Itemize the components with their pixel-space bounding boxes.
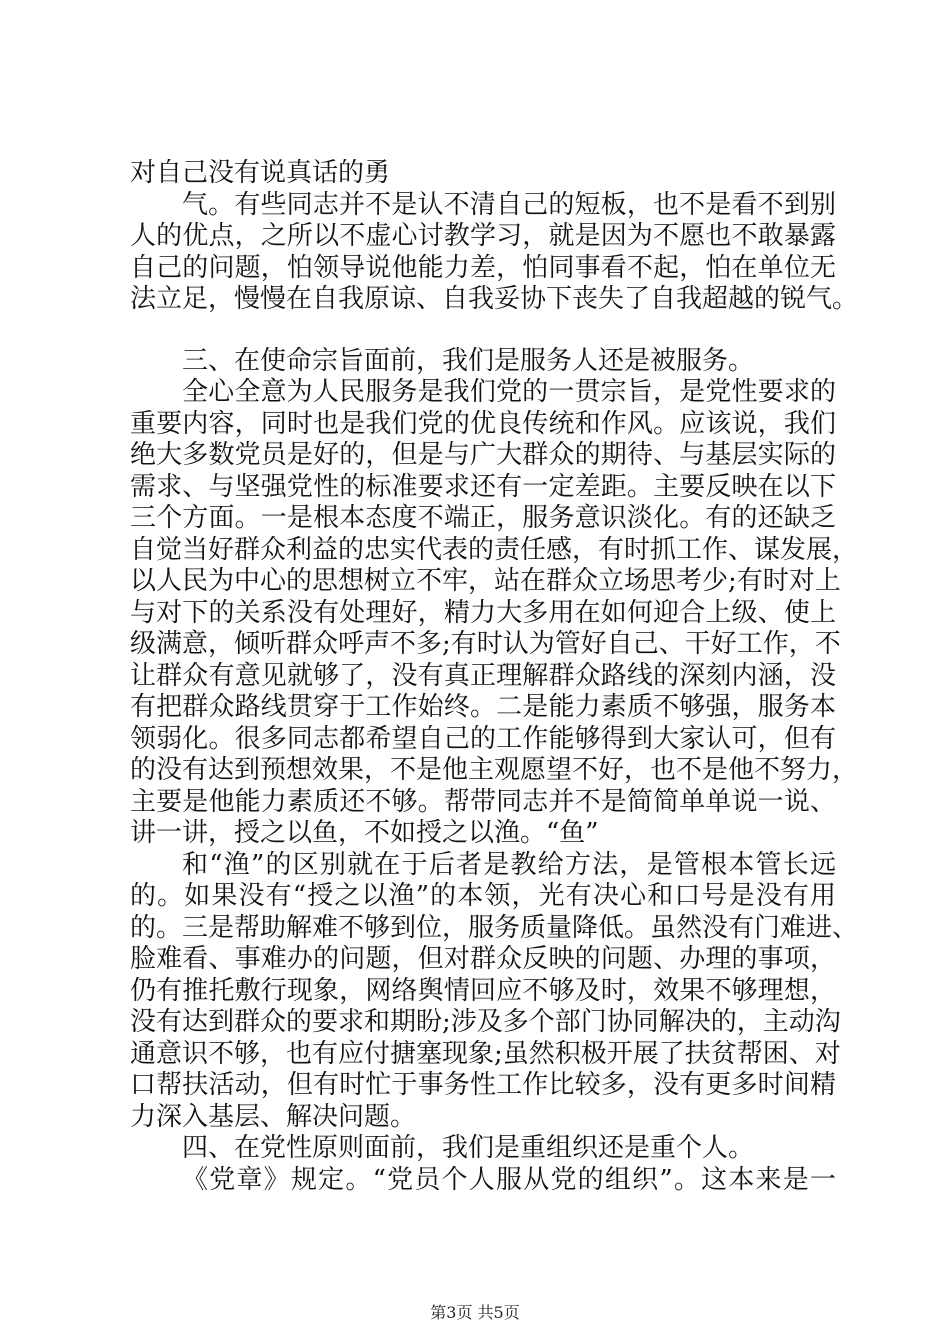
text-line: 三、在使命宗旨面前，我们是服务人还是被服务。 — [182, 345, 755, 376]
text-line: 《党章》规定。“党员个人服从党的组织”。这本来是一 — [182, 1164, 836, 1195]
page-number-label: 第3页 共5页 — [430, 1303, 520, 1322]
text-line: 三个方面。一是根本态度不端正，服务意识淡化。有的还缺乏 — [130, 503, 836, 533]
text-line: 自己的问题，怕领导说他能力差，怕同事看不起，怕在单位无 — [130, 252, 836, 283]
text-line: 自觉当好群众利益的忠实代表的责任感，有时抓工作、谋发展， — [130, 534, 859, 565]
text-line: 仍有推托敷行现象，网络舆情回应不够及时，效果不够理想， — [130, 975, 836, 1006]
paragraph-p2 — [130, 189, 859, 316]
paragraph-p4 — [130, 849, 859, 1134]
paragraph-p1 — [130, 158, 836, 190]
text-line: 重要内容，同时也是我们党的优良传统和作风。应该说，我们 — [130, 408, 836, 439]
document-body — [130, 158, 859, 1196]
text-line: 与对下的关系没有处理好，精力大多用在如何迎合上级、使上 — [130, 597, 836, 628]
text-line: 对自己没有说真话的勇 — [130, 158, 391, 188]
text-line: 四、在党性原则面前，我们是重组织还是重个人。 — [182, 1133, 755, 1163]
text-line: 和“渔”的区别就在于后者是教给方法，是管根本管长远 — [182, 849, 836, 880]
text-line: 通意识不够，也有应付搪塞现象;虽然积极开展了扶贫帮困、对 — [130, 1038, 841, 1069]
text-line: 绝大多数党员是好的，但是与广大群众的期待、与基层实际的 — [130, 440, 836, 470]
text-line: 口帮扶活动，但有时忙于事务性工作比较多，没有更多时间精 — [130, 1070, 836, 1100]
text-line: 脸难看、事难办的问题，但对群众反映的问题、办理的事项， — [130, 944, 836, 974]
text-line: 需求、与坚强党性的标准要求还有一定差距。主要反映在以下 — [130, 471, 836, 502]
text-line: 全心全意为人民服务是我们党的一贯宗旨，是党性要求的 — [182, 377, 836, 407]
text-line: 力深入基层、解决问题。 — [130, 1101, 417, 1132]
text-line: 人的优点，之所以不虚心讨教学习，就是因为不愿也不敢暴露 — [130, 221, 836, 251]
text-line: 以人民为中心的思想树立不牢，站在群众立场思考少;有时对上 — [130, 566, 841, 596]
text-line: 让群众有意见就够了，没有真正理解群众路线的深刻内涵，没 — [130, 660, 836, 691]
text-line: 没有达到群众的要求和期盼;涉及多个部门协同解决的，主动沟 — [130, 1007, 841, 1037]
paragraph-p3 — [130, 377, 859, 850]
text-line: 主要是他能力素质还不够。帮带同志并不是简简单单说一说、 — [130, 786, 836, 817]
text-line: 的。三是帮助解难不够到位，服务质量降低。虽然没有门难进、 — [130, 912, 859, 943]
text-line: 级满意，倾听群众呼声不多;有时认为管好自己、干好工作，不 — [130, 629, 841, 659]
section-heading-4 — [130, 1133, 836, 1165]
text-line: 法立足，慢慢在自我原谅、自我妥协下丧失了自我超越的锐气。 — [130, 284, 859, 314]
paragraph-gap — [130, 316, 836, 346]
text-line: 讲一讲，授之以鱼，不如授之以渔。“鱼” — [130, 818, 599, 848]
page-footer — [0, 1300, 950, 1323]
section-heading-3 — [130, 346, 836, 378]
paragraph-p5 — [130, 1165, 836, 1197]
text-line: 有把群众路线贯穿于工作始终。二是能力素质不够强，服务本 — [130, 692, 836, 722]
text-line: 的。如果没有“授之以渔”的本领，光有决心和口号是没有用 — [130, 881, 836, 911]
text-line: 气。有些同志并不是认不清自己的短板，也不是看不到别 — [182, 189, 836, 220]
text-line: 领弱化。很多同志都希望自己的工作能够得到大家认可，但有 — [130, 723, 836, 754]
text-line: 的没有达到预想效果，不是他主观愿望不好，也不是他不努力， — [130, 755, 859, 785]
